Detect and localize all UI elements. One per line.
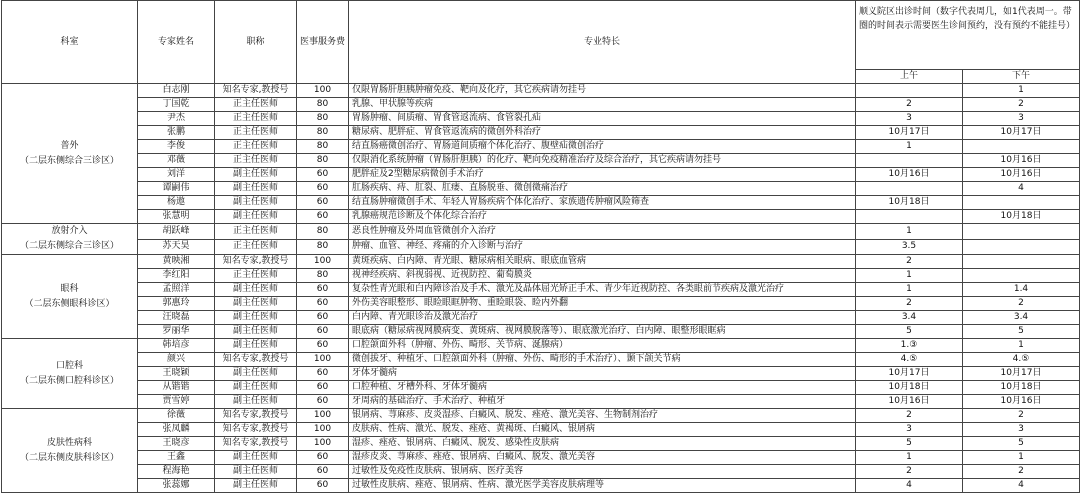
doctor-name: 王晓颖 bbox=[138, 367, 215, 381]
doctor-row bbox=[2, 311, 1080, 325]
doctor-specialty: 湿疹、痤疮、银屑病、白癜风、脱发、感染性皮肤病 bbox=[349, 437, 856, 451]
schedule-pm: 2 bbox=[963, 98, 1080, 112]
schedule-pm: 1 bbox=[963, 84, 1080, 98]
doctor-name: 汪晓磊 bbox=[138, 311, 215, 325]
doctor-row bbox=[2, 112, 1080, 126]
doctor-name: 尹杰 bbox=[138, 112, 215, 126]
doctor-fee: 80 bbox=[297, 224, 349, 240]
department-name: 普外 bbox=[60, 140, 79, 151]
doctor-row bbox=[2, 210, 1080, 224]
schedule-am: 4.⑤ bbox=[856, 353, 963, 367]
doctor-title: 副主任医师 bbox=[215, 210, 297, 224]
schedule-pm: 2 bbox=[963, 409, 1080, 423]
header-pm: 下午 bbox=[963, 70, 1080, 84]
doctor-specialty: 过敏性及免疫性皮肤病、银屑病、医疗美容 bbox=[349, 465, 856, 479]
department-location: （二层东侧综合三诊区） bbox=[19, 241, 119, 251]
doctor-fee: 60 bbox=[297, 168, 349, 182]
doctor-fee: 80 bbox=[297, 98, 349, 112]
schedule-pm: 10月17日 bbox=[963, 367, 1080, 381]
doctor-specialty: 银屑病、荨麻疹、皮炎湿疹、白癜风、脱发、痤疮、激光美容、生物制剂治疗 bbox=[349, 409, 856, 423]
doctor-specialty: 肛肠疾病、痔、肛裂、肛瘘、直肠脱垂、微创微痛治疗 bbox=[349, 182, 856, 196]
schedule-pm bbox=[963, 196, 1080, 210]
doctor-title: 知名专家,教授号 bbox=[215, 423, 297, 437]
doctor-title: 正主任医师 bbox=[215, 112, 297, 126]
doctor-name: 黄映湘 bbox=[138, 255, 215, 269]
doctor-row bbox=[2, 479, 1080, 493]
doctor-row bbox=[2, 154, 1080, 168]
schedule-pm: 5 bbox=[963, 325, 1080, 339]
doctor-title: 知名专家,教授号 bbox=[215, 255, 297, 269]
doctor-specialty: 恶良性肿瘤及外周血管微创介入治疗 bbox=[349, 224, 856, 240]
schedule-pm: 3 bbox=[963, 423, 1080, 437]
doctor-fee: 60 bbox=[297, 196, 349, 210]
doctor-name: 程海艳 bbox=[138, 465, 215, 479]
schedule-am: 2 bbox=[856, 98, 963, 112]
doctor-specialty: 仅限消化系统肿瘤（胃肠肝胆胰）的化疗、靶向免疫精准治疗及综合治疗，其它疾病请勿挂号 bbox=[349, 154, 856, 168]
schedule-am bbox=[856, 84, 963, 98]
doctor-name: 张凤麟 bbox=[138, 423, 215, 437]
doctor-row bbox=[2, 283, 1080, 297]
doctor-row bbox=[2, 269, 1080, 283]
doctor-name: 郭惠玲 bbox=[138, 297, 215, 311]
department-name: 放射介入 bbox=[51, 226, 88, 236]
doctor-name: 王鑫 bbox=[138, 451, 215, 465]
doctor-specialty: 乳腺、甲状腺等疾病 bbox=[349, 98, 856, 112]
schedule-am: 2 bbox=[856, 297, 963, 311]
doctor-row bbox=[2, 325, 1080, 339]
doctor-row bbox=[2, 84, 1080, 98]
doctor-fee: 60 bbox=[297, 210, 349, 224]
doctor-fee: 100 bbox=[297, 353, 349, 367]
doctor-specialty: 皮肤病、性病、激光、脱发、痤疮、黄褐斑、白癜风、银屑病 bbox=[349, 423, 856, 437]
doctor-row bbox=[2, 451, 1080, 465]
schedule-am: 1.③ bbox=[856, 339, 963, 353]
doctor-fee: 100 bbox=[297, 255, 349, 269]
schedule-am: 10月17日 bbox=[856, 367, 963, 381]
doctor-name: 杨遨 bbox=[138, 196, 215, 210]
doctor-fee: 60 bbox=[297, 339, 349, 353]
department-cell bbox=[2, 84, 138, 224]
schedule-am: 5 bbox=[856, 437, 963, 451]
schedule-am: 3 bbox=[856, 423, 963, 437]
doctor-specialty: 湿疹皮炎、荨麻疹、痤疮、银屑病、白癜风、脱发、激光美容 bbox=[349, 451, 856, 465]
doctor-title: 正主任医师 bbox=[215, 140, 297, 154]
doctor-name: 谭嗣伟 bbox=[138, 182, 215, 196]
doctor-row bbox=[2, 239, 1080, 255]
schedule-am: 1 bbox=[856, 283, 963, 297]
doctor-name: 张慧明 bbox=[138, 210, 215, 224]
schedule-pm: 2 bbox=[963, 465, 1080, 479]
doctor-name: 李俊 bbox=[138, 140, 215, 154]
schedule-pm: 1.4 bbox=[963, 283, 1080, 297]
doctor-row bbox=[2, 255, 1080, 269]
department-cell bbox=[2, 255, 138, 339]
schedule-pm bbox=[963, 224, 1080, 240]
header-row bbox=[2, 1, 1080, 70]
doctor-fee: 60 bbox=[297, 311, 349, 325]
doctor-name: 贾雪婷 bbox=[138, 395, 215, 409]
doctor-row bbox=[2, 409, 1080, 423]
schedule-pm bbox=[963, 140, 1080, 154]
doctor-specialty: 视神经疾病、斜视弱视、近视防控、葡萄膜炎 bbox=[349, 269, 856, 283]
schedule-am: 10月16日 bbox=[856, 168, 963, 182]
doctor-name: 张鹏 bbox=[138, 126, 215, 140]
doctor-title: 副主任医师 bbox=[215, 451, 297, 465]
doctor-specialty: 仅限胃肠肝胆胰肿瘤免疫、靶向及化疗，其它疾病请勿挂号 bbox=[349, 84, 856, 98]
doctor-title: 副主任医师 bbox=[215, 311, 297, 325]
schedule-am: 10月16日 bbox=[856, 395, 963, 409]
doctor-specialty: 黄斑疾病、白内障、青光眼、糖尿病相关眼病、眼底血管病 bbox=[349, 255, 856, 269]
schedule-pm bbox=[963, 239, 1080, 255]
doctor-title: 知名专家,教授号 bbox=[215, 353, 297, 367]
schedule-pm: 1 bbox=[963, 451, 1080, 465]
schedule-pm: 10月16日 bbox=[963, 168, 1080, 182]
doctor-title: 副主任医师 bbox=[215, 196, 297, 210]
doctor-title: 知名专家,教授号 bbox=[215, 437, 297, 451]
doctor-title: 副主任医师 bbox=[215, 283, 297, 297]
schedule-am: 10月18日 bbox=[856, 196, 963, 210]
header-name: 专家姓名 bbox=[138, 1, 215, 84]
doctor-specialty: 肿瘤、血管、神经、疼痛的介入诊断与治疗 bbox=[349, 239, 856, 255]
doctor-name: 徐薇 bbox=[138, 409, 215, 423]
doctor-fee: 80 bbox=[297, 269, 349, 283]
schedule-pm bbox=[963, 255, 1080, 269]
doctor-specialty: 过敏性皮肤病、痤疮、银屑病、性病、激光医学美容皮肤病理等 bbox=[349, 479, 856, 493]
doctor-fee: 80 bbox=[297, 140, 349, 154]
doctor-fee: 60 bbox=[297, 395, 349, 409]
doctor-row bbox=[2, 465, 1080, 479]
doctor-specialty: 肥胖症及2型糖尿病微创手术治疗 bbox=[349, 168, 856, 182]
doctor-fee: 60 bbox=[297, 283, 349, 297]
doctor-name: 胡跃峰 bbox=[138, 224, 215, 240]
department-cell bbox=[2, 409, 138, 493]
doctor-specialty: 牙体牙髓病 bbox=[349, 367, 856, 381]
doctor-name: 王晓彦 bbox=[138, 437, 215, 451]
doctor-title: 正主任医师 bbox=[215, 269, 297, 283]
schedule-pm: 1 bbox=[963, 339, 1080, 353]
schedule-pm: 4 bbox=[963, 479, 1080, 493]
doctor-fee: 60 bbox=[297, 325, 349, 339]
doctor-title: 副主任医师 bbox=[215, 168, 297, 182]
schedule-am bbox=[856, 154, 963, 168]
schedule-am: 1 bbox=[856, 224, 963, 240]
doctor-title: 正主任医师 bbox=[215, 239, 297, 255]
schedule-pm: 10月17日 bbox=[963, 126, 1080, 140]
doctor-row bbox=[2, 423, 1080, 437]
doctor-row bbox=[2, 140, 1080, 154]
doctor-specialty: 微创拔牙、种植牙、口腔颌面外科（肿瘤、外伤、畸形的手术治疗）、颞下颌关节病 bbox=[349, 353, 856, 367]
schedule-pm: 10月18日 bbox=[963, 210, 1080, 224]
doctor-specialty: 牙周病的基础治疗、手术治疗、种植牙 bbox=[349, 395, 856, 409]
doctor-specialty: 乳腺癌规范诊断及个体化综合治疗 bbox=[349, 210, 856, 224]
doctor-row bbox=[2, 98, 1080, 112]
header-am: 上午 bbox=[856, 70, 963, 84]
doctor-name: 白志刚 bbox=[138, 84, 215, 98]
doctor-specialty: 外伤美容眼整形、眼睑眼眶肿物、重睑眼袋、睑内外翻 bbox=[349, 297, 856, 311]
schedule-am: 2 bbox=[856, 255, 963, 269]
department-name: 口腔科 bbox=[55, 360, 83, 371]
department-location: （二层东侧眼科诊区） bbox=[24, 298, 115, 309]
doctor-title: 正主任医师 bbox=[215, 98, 297, 112]
doctor-title: 副主任医师 bbox=[215, 182, 297, 196]
doctor-fee: 100 bbox=[297, 437, 349, 451]
doctor-row bbox=[2, 224, 1080, 240]
doctor-title: 副主任医师 bbox=[215, 367, 297, 381]
doctor-specialty: 口腔颌面外科（肿瘤、外伤、畸形、关节病、涎腺病） bbox=[349, 339, 856, 353]
department-location: （二层东侧综合三诊区） bbox=[19, 155, 119, 166]
schedule-pm: 5 bbox=[963, 437, 1080, 451]
doctor-name: 苏天昊 bbox=[138, 239, 215, 255]
schedule-am: 1 bbox=[856, 269, 963, 283]
doctor-fee: 60 bbox=[297, 381, 349, 395]
doctor-name: 刘洋 bbox=[138, 168, 215, 182]
doctor-title: 副主任医师 bbox=[215, 465, 297, 479]
doctor-name: 罗丽华 bbox=[138, 325, 215, 339]
header-dept: 科室 bbox=[2, 1, 138, 84]
doctor-title: 副主任医师 bbox=[215, 339, 297, 353]
doctor-title: 正主任医师 bbox=[215, 224, 297, 240]
doctor-row bbox=[2, 339, 1080, 353]
schedule-pm: 10月16日 bbox=[963, 154, 1080, 168]
schedule-table bbox=[1, 0, 1080, 493]
doctor-row bbox=[2, 381, 1080, 395]
department-location: （二层东侧皮肤科诊区） bbox=[19, 452, 119, 463]
doctor-name: 张蕊娜 bbox=[138, 479, 215, 493]
doctor-fee: 60 bbox=[297, 465, 349, 479]
schedule-am: 1 bbox=[856, 451, 963, 465]
doctor-title: 知名专家,教授号 bbox=[215, 84, 297, 98]
schedule-pm: 10月16日 bbox=[963, 395, 1080, 409]
doctor-fee: 60 bbox=[297, 479, 349, 493]
doctor-title: 副主任医师 bbox=[215, 395, 297, 409]
doctor-row bbox=[2, 168, 1080, 182]
doctor-fee: 80 bbox=[297, 154, 349, 168]
doctor-row bbox=[2, 437, 1080, 451]
schedule-am bbox=[856, 210, 963, 224]
schedule-am: 10月18日 bbox=[856, 381, 963, 395]
doctor-row bbox=[2, 367, 1080, 381]
doctor-title: 正主任医师 bbox=[215, 154, 297, 168]
doctor-fee: 60 bbox=[297, 182, 349, 196]
schedule-am: 1 bbox=[856, 140, 963, 154]
doctor-row bbox=[2, 353, 1080, 367]
doctor-name: 丁国乾 bbox=[138, 98, 215, 112]
schedule-pm: 3 bbox=[963, 112, 1080, 126]
schedule-am: 3 bbox=[856, 112, 963, 126]
doctor-name: 孟照洋 bbox=[138, 283, 215, 297]
doctor-specialty: 结直肠肿瘤微创手术、年轻人胃肠疾病个体化治疗、家族遗传肿瘤风险筛查 bbox=[349, 196, 856, 210]
doctor-fee: 100 bbox=[297, 409, 349, 423]
header-title: 职称 bbox=[215, 1, 297, 84]
schedule-pm: 4.⑤ bbox=[963, 353, 1080, 367]
doctor-name: 从锴锴 bbox=[138, 381, 215, 395]
doctor-name: 邓薇 bbox=[138, 154, 215, 168]
schedule-pm: 4 bbox=[963, 182, 1080, 196]
doctor-row bbox=[2, 297, 1080, 311]
doctor-row bbox=[2, 182, 1080, 196]
schedule-body bbox=[2, 84, 1080, 493]
department-location: （二层东侧口腔科诊区） bbox=[19, 375, 119, 386]
schedule-pm: 3.4 bbox=[963, 311, 1080, 325]
schedule-am: 5 bbox=[856, 325, 963, 339]
schedule-pm: 2 bbox=[963, 297, 1080, 311]
schedule-am: 10月17日 bbox=[856, 126, 963, 140]
schedule-am bbox=[856, 182, 963, 196]
doctor-row bbox=[2, 395, 1080, 409]
doctor-title: 副主任医师 bbox=[215, 297, 297, 311]
doctor-title: 副主任医师 bbox=[215, 381, 297, 395]
schedule-pm: 10月18日 bbox=[963, 381, 1080, 395]
doctor-specialty: 眼底病（糖尿病视网膜病变、黄斑病、视网膜脱落等）、眼底激光治疗、白内障、眼整形眼眶病 bbox=[349, 325, 856, 339]
doctor-title: 副主任医师 bbox=[215, 479, 297, 493]
schedule-am: 3.4 bbox=[856, 311, 963, 325]
doctor-specialty: 胃肠肿瘤、间质瘤、胃食管返流病、食管裂孔疝 bbox=[349, 112, 856, 126]
department-cell bbox=[2, 339, 138, 409]
doctor-specialty: 结直肠癌微创治疗、胃肠道间质瘤个体化治疗、腹壁疝微创治疗 bbox=[349, 140, 856, 154]
schedule-am: 2 bbox=[856, 409, 963, 423]
doctor-name: 韩培彦 bbox=[138, 339, 215, 353]
doctor-fee: 60 bbox=[297, 297, 349, 311]
doctor-title: 副主任医师 bbox=[215, 325, 297, 339]
doctor-fee: 100 bbox=[297, 423, 349, 437]
schedule-am: 3.5 bbox=[856, 239, 963, 255]
doctor-name: 颜兴 bbox=[138, 353, 215, 367]
doctor-fee: 80 bbox=[297, 239, 349, 255]
schedule-am: 2 bbox=[856, 465, 963, 479]
header-fee: 医事服务费 bbox=[297, 1, 349, 84]
doctor-fee: 80 bbox=[297, 112, 349, 126]
doctor-fee: 60 bbox=[297, 367, 349, 381]
doctor-specialty: 白内障、青光眼诊治及激光治疗 bbox=[349, 311, 856, 325]
department-name: 皮肤性病科 bbox=[46, 437, 92, 448]
doctor-title: 知名专家,教授号 bbox=[215, 409, 297, 423]
doctor-specialty: 复杂性青光眼和白内障诊治及手术、激光及晶体屈光矫正手术、青少年近视防控、各类眼前节疾病及激光治疗 bbox=[349, 283, 856, 297]
department-name: 眼科 bbox=[60, 283, 79, 294]
schedule-pm bbox=[963, 269, 1080, 283]
doctor-title: 正主任医师 bbox=[215, 126, 297, 140]
doctor-name: 李红阳 bbox=[138, 269, 215, 283]
doctor-fee: 60 bbox=[297, 451, 349, 465]
doctor-row bbox=[2, 126, 1080, 140]
doctor-fee: 100 bbox=[297, 84, 349, 98]
header-time: 顺义院区出诊时间（数字代表周几，如1代表周一。带圈的时间表示需要医生诊间预约，没有预约不能挂号） bbox=[856, 1, 1080, 70]
department-cell bbox=[2, 224, 138, 255]
header-specialty: 专业特长 bbox=[349, 1, 856, 84]
doctor-row bbox=[2, 196, 1080, 210]
doctor-specialty: 口腔种植、牙槽外科、牙体牙髓病 bbox=[349, 381, 856, 395]
schedule-am: 4 bbox=[856, 479, 963, 493]
doctor-specialty: 糖尿病、肥胖症、胃食管返流病的微创外科治疗 bbox=[349, 126, 856, 140]
doctor-fee: 80 bbox=[297, 126, 349, 140]
